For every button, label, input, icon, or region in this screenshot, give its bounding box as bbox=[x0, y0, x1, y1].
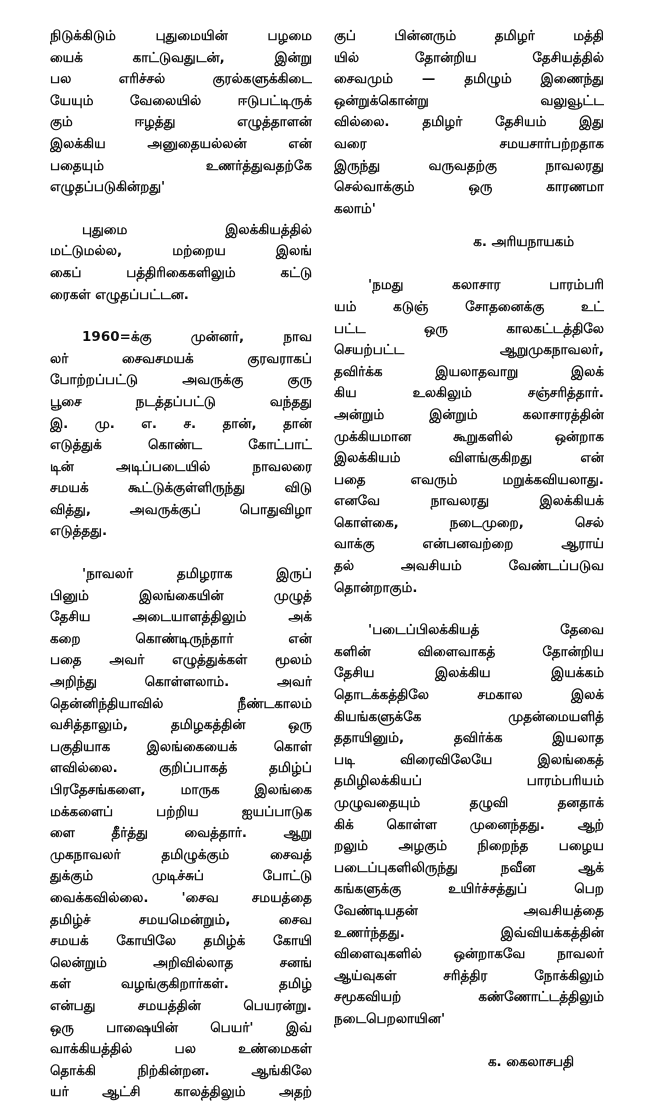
text-line: கலாம்' bbox=[334, 201, 376, 217]
text-line: கள் வழங்குகிறார்கள். தமிழ் bbox=[50, 977, 312, 993]
text-line: கறை கொண்டிருந்தார் என் bbox=[50, 631, 312, 647]
text-line: வித்து, அவருக்குப் பொதுவிழா bbox=[50, 502, 312, 518]
text-line: தவிர்க்க இயலாதவாறு இலக் bbox=[334, 364, 604, 380]
text-line: கைப் பத்திரிகைகளிலும் கட்டு bbox=[50, 265, 312, 281]
text-line: எடுத்தது. bbox=[50, 524, 108, 540]
text-line: கிய உலகிலும் சஞ்சரித்தார். bbox=[334, 386, 604, 402]
text-line: எடுத்துக் கொண்ட கோட்பாட் bbox=[50, 438, 312, 454]
text-line: யேயும் வேலையில் ஈடுபட்டிருக் bbox=[50, 93, 312, 109]
text-line: வில்லை. தமிழர் தேசியம் இது bbox=[334, 115, 604, 131]
text-line: பகுதியாக இலங்கையைக் கொள் bbox=[50, 739, 312, 755]
text-line: எனவே நாவலரது இலக்கியக் bbox=[334, 494, 604, 510]
text-line: தமிழிலக்கியப் பாரம்பரியம் bbox=[334, 774, 604, 790]
text-line: பதை எவரும் மறுக்கவியலாது. bbox=[334, 472, 604, 488]
text-line: யைக் காட்டுவதுடன், இன்று bbox=[50, 50, 312, 66]
text-line: சமூகவியற் கண்ணோட்டத்திலும் bbox=[334, 990, 604, 1006]
text-line: யம் கடுஞ் சோதனைக்கு உட் bbox=[334, 299, 604, 315]
text-line: மக்களைப் பற்றிய ஐயப்பாடுக bbox=[50, 804, 312, 820]
text-line: படி விரைவிலேயே இலங்கைத் bbox=[334, 752, 604, 768]
text-line: வசித்தாலும், தமிழகத்தின் ஒரு bbox=[50, 718, 312, 734]
text-line: விளைவுகளில் ஒன்றாகவே நாவலர் bbox=[334, 947, 604, 963]
text-line: 1960=க்கு முன்னர், நாவ bbox=[82, 330, 312, 346]
text-line: 'நாவலர் தமிழராக இருப் bbox=[82, 567, 312, 583]
text-line: மட்டுமல்ல, மற்றைய இலங் bbox=[50, 244, 312, 260]
text-line: அறிந்து கொள்ளலாம். அவர் bbox=[50, 675, 312, 691]
paragraph-left-3 bbox=[50, 327, 312, 543]
text-line: செல்வாக்கும் ஒரு காரணமா bbox=[334, 180, 604, 196]
text-line: லர் சைவசமயக் குரவராகப் bbox=[50, 351, 312, 367]
text-line: தமிழ்ச் சமயமென்றும், சைவ bbox=[50, 912, 312, 928]
text-line: தொடக்கத்திலே சமகால இலக் bbox=[334, 688, 604, 704]
text-line: றலும் அழகும் நிறைந்த பழைய bbox=[334, 839, 604, 855]
text-line: தொக்கி நிற்கின்றன. ஆங்கிலே bbox=[50, 1063, 312, 1079]
text-line: முக்கியமான கூறுகளில் ஒன்றாக bbox=[334, 429, 604, 445]
text-line: தேசிய இலக்கிய இயக்கம் bbox=[334, 666, 604, 682]
text-line: பல எரிச்சல் குரல்களுக்கிடை bbox=[50, 72, 312, 88]
text-line: நடைபெறலாயின' bbox=[334, 1011, 446, 1027]
text-line: போற்றப்பட்டு அவருக்கு குரு bbox=[50, 373, 312, 389]
text-line: வாக்கு என்பனவற்றை ஆராய் bbox=[334, 537, 604, 553]
text-line: ஆய்வுகள் சரித்திர நோக்கிலும் bbox=[334, 968, 604, 984]
text-line: இருந்து வருவதற்கு நாவலரது bbox=[334, 158, 604, 174]
text-line: கும் ஈழத்து எழுத்தாளன் bbox=[50, 115, 312, 131]
text-line: 'படைப்பிலக்கியத் தேவை bbox=[368, 623, 604, 639]
text-line: கங்களுக்கு உயிர்ச்சத்துப் பெற bbox=[334, 882, 604, 898]
text-line: சைவமும் — தமிழும் இணைந்து bbox=[334, 72, 604, 88]
text-line: யர் ஆட்சி காலத்திலும் அதற் bbox=[50, 1085, 312, 1101]
text-line: பிரதேசங்களை, மாருக இலங்கை bbox=[50, 783, 312, 798]
text-line: டின் அடிப்படையில் நாவலரை bbox=[50, 459, 312, 475]
text-line: பதை அவர் எழுத்துக்கள் மூலம் bbox=[50, 653, 312, 669]
text-line: இலக்கிய அனுதையல்லன் என் bbox=[50, 136, 312, 152]
text-line: குப் பின்னரும் தமிழர் மத்தி bbox=[334, 29, 604, 44]
text-line: ததாயினும், தவிர்க்க இயலாத bbox=[334, 731, 604, 747]
text-line: ஒன்றுக்கொன்று வலுவூட்ட bbox=[334, 93, 604, 109]
text-line: ளவில்லை. குறிப்பாகத் தமிழ்ப் bbox=[50, 761, 312, 777]
paragraph-right-1 bbox=[334, 26, 604, 220]
text-line: இலக்கியம் விளங்குகிறது என் bbox=[334, 451, 604, 467]
text-line: வேண்டியதன் அவசியத்தை bbox=[334, 903, 604, 919]
author-signature-kailasapathy: க. கைலாசபதி bbox=[487, 1054, 574, 1070]
paragraph-right-2 bbox=[334, 275, 604, 599]
text-line: லென்றும் அறிவில்லாத சனங் bbox=[50, 955, 312, 971]
text-line: படைப்புகளிலிருந்து நவீன ஆக் bbox=[334, 860, 604, 876]
text-line: கொள்கை, நடைமுறை, செல் bbox=[334, 515, 604, 531]
text-line: 'நமது கலாசார பாரம்பரி bbox=[368, 278, 604, 294]
text-line: ளை தீர்த்து வைத்தார். ஆறு bbox=[50, 826, 312, 842]
paragraph-left-4 bbox=[50, 564, 312, 1104]
text-line: உணர்ந்தது. இவ்வியக்கத்தின் bbox=[334, 925, 604, 941]
text-line: என்பது சமயத்தின் பெயரன்று. bbox=[50, 998, 312, 1014]
text-line: சமயக் கோயிலே தமிழ்க் கோயி bbox=[50, 934, 312, 950]
text-line: பதையும் உணர்த்துவதற்கே bbox=[50, 158, 312, 174]
text-line: முழுவதையும் தழுவி தனதாக் bbox=[334, 796, 604, 811]
text-line: ஒரு பாஷையின் பெயர்' இவ் bbox=[50, 1020, 312, 1036]
text-line: முகநாவலர் தமிழுக்கும் சைவத் bbox=[50, 847, 312, 863]
text-line: கியங்களுக்கே முதன்மையளித் bbox=[334, 709, 604, 725]
text-line: அன்றும் இன்றும் கலாசாரத்தின் bbox=[334, 407, 604, 423]
text-line: தேசிய அடையாளத்திலும் அக் bbox=[50, 610, 312, 626]
text-line: இ. மு. எ. ச. தான், தான் bbox=[50, 416, 312, 432]
text-line: தொன்றாகும். bbox=[334, 580, 418, 596]
text-line: பூசை நடத்தப்பட்டு வந்தது bbox=[50, 394, 312, 410]
text-line: கிக் கொள்ள முனைந்தது. ஆற் bbox=[334, 817, 604, 833]
paragraph-left-2 bbox=[50, 220, 312, 306]
text-line: எழுதப்படுகின்றது' bbox=[50, 180, 166, 196]
paragraph-right-3 bbox=[334, 620, 604, 1030]
text-line: நிடுக்கிடும் புதுமையின் பழமை bbox=[50, 29, 312, 44]
text-line: சமயக் கூட்டுக்குள்ளிருந்து விடு bbox=[50, 481, 312, 497]
right-column bbox=[334, 26, 604, 1074]
text-line: வைக்கவில்லை. 'சைவ சமயத்தை bbox=[50, 890, 312, 906]
text-line: பட்ட ஒரு காலகட்டத்திலே bbox=[334, 321, 604, 337]
left-column bbox=[50, 26, 312, 1104]
text-line: வரை சமயசார்பற்றதாக bbox=[334, 136, 604, 152]
text-line: புதுமை இலக்கியத்தில் bbox=[82, 222, 312, 238]
text-line: செயற்பட்ட ஆறுமுகநாவலர், bbox=[334, 343, 604, 359]
author-signature-ariyanayagam: க. அரியநாயகம் bbox=[473, 235, 574, 251]
text-line: வாக்கியத்தில் பல உண்மைகள் bbox=[50, 1042, 312, 1058]
paragraph-left-1 bbox=[50, 26, 312, 199]
text-line: தென்னிந்தியாவில் நீண்டகாலம் bbox=[50, 696, 312, 712]
text-line: களின் விளைவாகத் தோன்றிய bbox=[334, 644, 604, 660]
text-line: யில் தோன்றிய தேசியத்தில் bbox=[334, 50, 604, 66]
text-line: பினும் இலங்கையின் முழுத் bbox=[50, 588, 312, 604]
text-line: ரைகள் எழுதப்பட்டன. bbox=[50, 287, 189, 303]
text-line: தல் அவசியம் வேண்டப்படுவ bbox=[334, 559, 604, 575]
text-line: துக்கும் முடிச்சுப் போட்டு bbox=[50, 869, 312, 885]
